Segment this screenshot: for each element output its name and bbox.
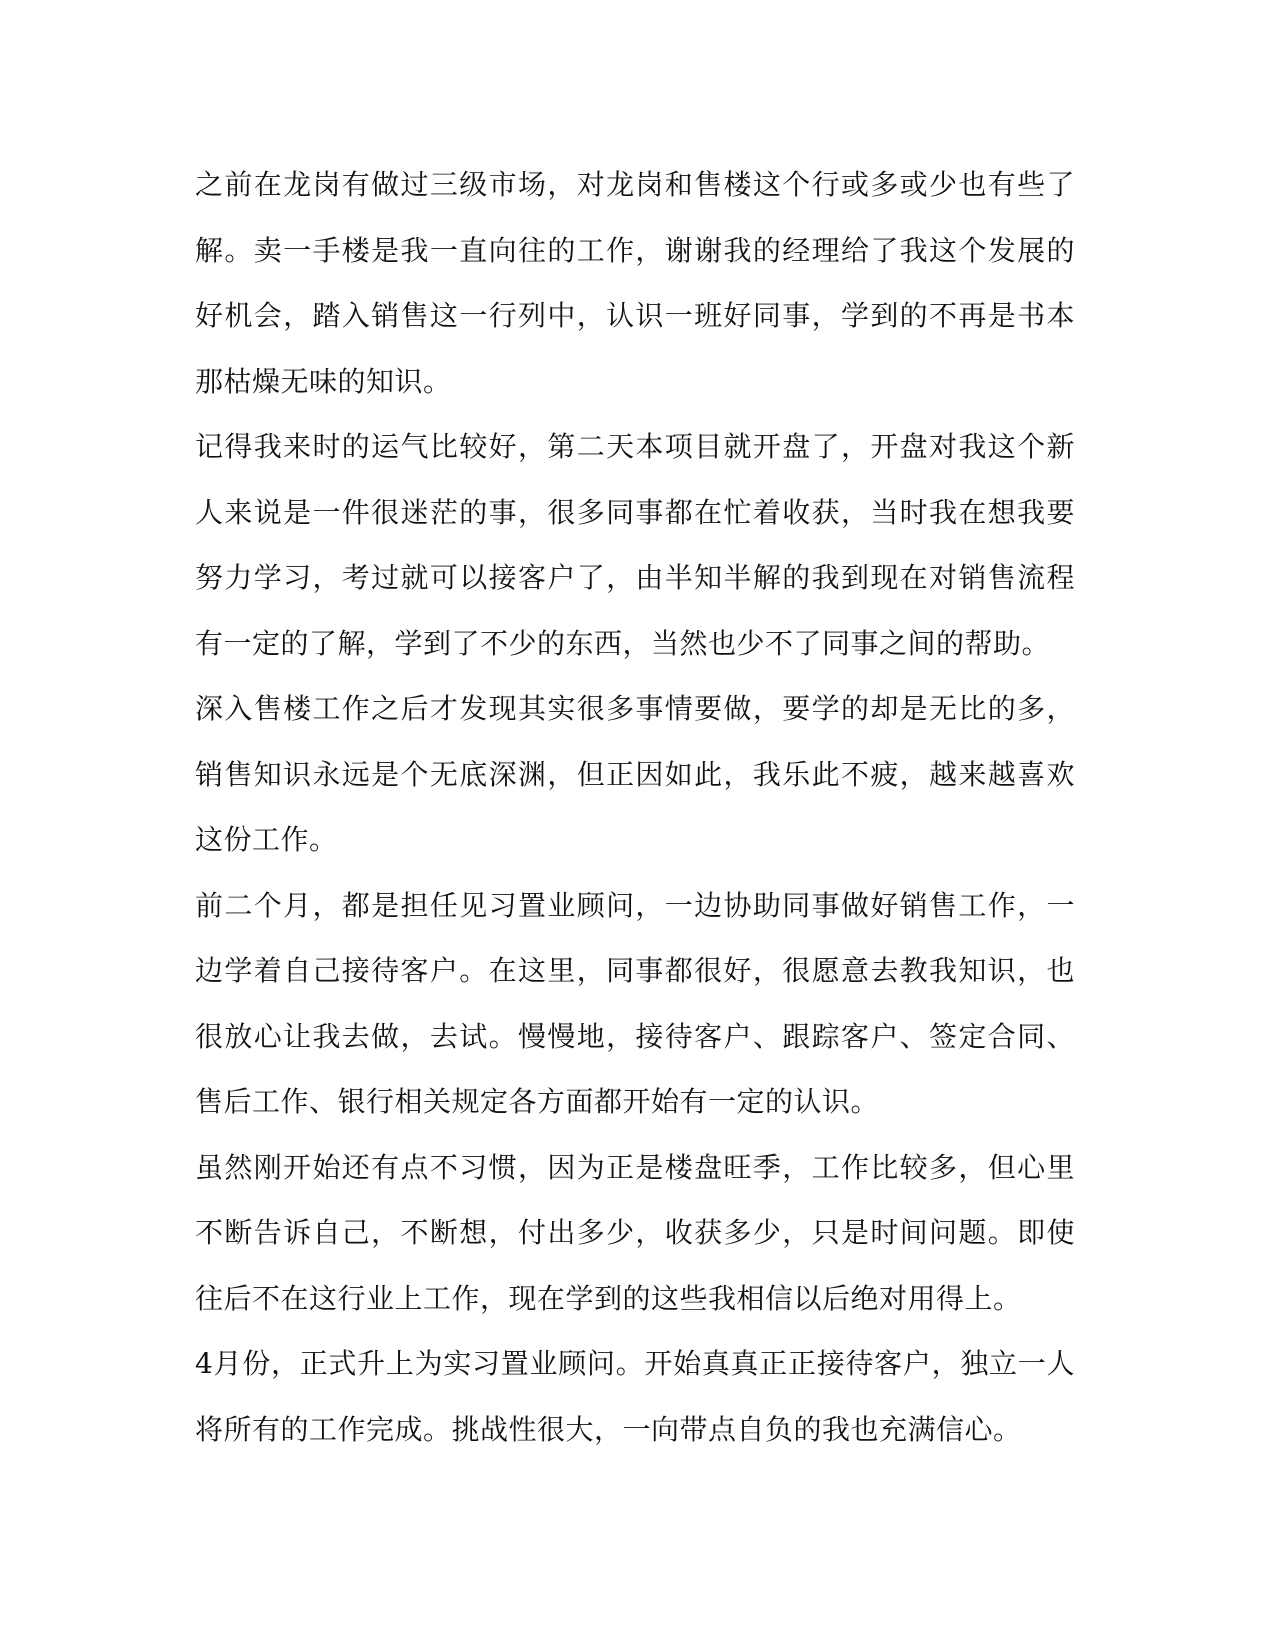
paragraph-2: 记得我来时的运气比较好，第二天本项目就开盘了，开盘对我这个新人来说是一件很迷茫的事，很多同事都在忙着收获，当时我在想我要努力学习，考过就可以接客户了，由半知半解的我到现在对销售流程有一定的了解，学到了不少的东西，当然也少不了同事之间的帮助。 bbox=[195, 430, 1075, 660]
paragraph-5: 虽然刚开始还有点不习惯，因为正是楼盘旺季，工作比较多，但心里不断告诉自己，不断想，付出多少，收获多少，只是时间问题。即使往后不在这行业上工作，现在学到的这些我相信以后绝对用得上。 bbox=[195, 1150, 1075, 1315]
paragraph-6: 4月份，正式升上为实习置业顾问。开始真真正正接待客户，独立一人将所有的工作完成。挑战性很大，一向带点自负的我也充满信心。 bbox=[195, 1347, 1075, 1446]
paragraph-4: 前二个月，都是担任见习置业顾问，一边协助同事做好销售工作，一边学着自己接待客户。在这里，同事都很好，很愿意去教我知识，也很放心让我去做，去试。慢慢地，接待客户、跟踪客户、签定合同、售后工作、银行相关规定各方面都开始有一定的认识。 bbox=[195, 888, 1075, 1118]
paragraph-3: 深入售楼工作之后才发现其实很多事情要做，要学的却是无比的多，销售知识永远是个无底深渊，但正因如此，我乐此不疲，越来越喜欢这份工作。 bbox=[195, 692, 1075, 856]
paragraph-1: 之前在龙岗有做过三级市场，对龙岗和售楼这个行或多或少也有些了解。卖一手楼是我一直向往的工作，谢谢我的经理给了我这个发展的好机会，踏入销售这一行列中，认识一班好同事，学到的不再是书本那枯燥无味的知识。 bbox=[195, 168, 1075, 398]
document-body bbox=[195, 152, 1075, 1462]
